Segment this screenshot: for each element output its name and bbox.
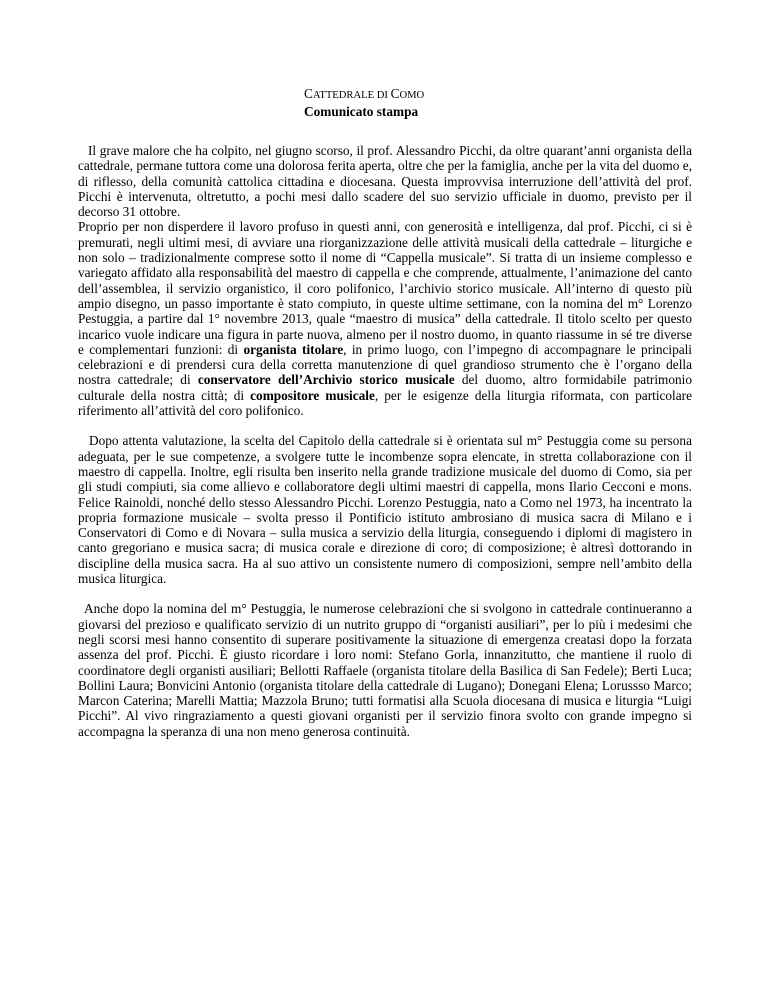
paragraph-4: Anche dopo la nomina del m° Pestuggia, le numerose celebrazioni che si svolgono in cattedrale continueranno a giovarsi del prezioso e qualificato servizio di un nutrito gruppo di “organisti ausiliari”, per lo più i medesimi che negli scorsi mesi hanno consentito di superare positivamente la situazione di emergenza creatasi dopo la forzata assenza del prof. Picchi. È giusto ricordare i loro nomi: Stefano Gorla, innanzitutto, che mantiene il ruolo di coordinatore degli organisti ausiliari; Bellotti Raffaele (organista titolare della Basilica di San Fedele); Berti Luca; Bollini Laura; Bonvicini Antonio (organista titolare della cattedrale di Lugano); Donegani Elena; Lorussso Marco; Marcon Caterina; Marelli Mattia; Mazzola Bruno; tutti formatisi alla Scuola diocesana di musica e liturgia “Luigi Picchi”. Al vivo ringraziamento a questi giovani organisti per il servizio finora svolto con grande impegno si accompagna la speranza di una non meno generosa continuità. bbox=[78, 601, 692, 739]
document-title: CATTEDRALE DI COMO bbox=[304, 86, 425, 101]
paragraph-3: Dopo attenta valutazione, la scelta del Capitolo della cattedrale si è orientata sul m° Pestuggia come su persona adeguata, per le sue competenze, a svolgere tutte le incombenze sopra elencate, in stretta collaborazione con il maestro di cappella. Inoltre, egli risulta ben inserito nella grande tradizione musicale del duomo di Como, sia per gli studi compiuti, sia come allievo e collaboratore degli ultimi maestri di cappella, mons Ilario Cecconi e mons. Felice Rainoldi, nonché dello stesso Alessandro Picchi. Lorenzo Pestuggia, nato a Como nel 1973, ha incentrato la propria formazione musicale – svolta presso il Pontificio istituto ambrosiano di musica sacra di Milano e i Conservatori di Como e di Novara – sulla musica a servizio della liturgia, conseguendo i diplomi di magistero in canto gregoriano e musica sacra; di musica corale e direzione di coro; di composizione; è altresì dottorando in discipline della musica sacra. Ha al suo attivo un consistente numero di composizioni, sempre nell’ambito della musica liturgica. bbox=[78, 433, 692, 587]
document-body bbox=[78, 143, 692, 739]
paragraph-1: Il grave malore che ha colpito, nel giugno scorso, il prof. Alessandro Picchi, da oltre quarant’anni organista della cattedrale, permane tuttora come una dolorosa ferita aperta, oltre che per la famiglia, anche per la vita del duomo e, di riflesso, della comunità cattolica cittadina e diocesana. Questa improvvisa interruzione dell’attività del prof. Picchi è intervenuta, oltretutto, a pochi mesi dallo scadere del suo servizio ufficiale in duomo, previsto per il decorso 31 ottobre. bbox=[78, 143, 692, 220]
bold-conservatore-archivio: conservatore dell’Archivio storico musicale bbox=[197, 372, 455, 388]
bold-organista-titolare: organista titolare bbox=[243, 341, 344, 357]
document-page bbox=[78, 86, 692, 739]
bold-compositore-musicale: compositore musicale bbox=[250, 387, 375, 403]
document-subtitle: Comunicato stampa bbox=[304, 104, 419, 119]
paragraph-2: Proprio per non disperdere il lavoro profuso in questi anni, con generosità e intelligenza, dal prof. Picchi, ci si è premurati, negli ultimi mesi, di avviare una riorganizzazione delle attività musicali della cattedrale – liturgiche e non solo – tradizionalmente comprese sotto il nome di “Cappella musicale”. Si tratta di un insieme complesso e variegato affidato alla responsabilità del maestro di cappella e che comprende, attualmente, l’animazione del canto dell’assemblea, il servizio organistico, il coro polifonico, l’archivio storico musicale. All’interno di questo più ampio disegno, un passo importante è stato compiuto, in queste ultime settimane, con la nomina del m° Lorenzo Pestuggia, a partire dal 1° novembre 2013, quale “maestro di musica” della cattedrale. Il titolo scelto per questo incarico vuole indicare una figura in parte nuova, almeno per il nostro duomo, in quanto riassume in sé tre diverse e complementari funzioni: di organista titolare, in primo luogo, con l’impegno di accompagnare le principali celebrazioni e di prendersi cura della corretta manutenzione di quel grandioso strumento che è l’organo della nostra cattedrale; di conservatore dell’Archivio storico musicale del duomo, altro formidabile patrimonio culturale della nostra città; di compositore musicale, per le esigenze della liturgia riformata, con particolare riferimento all’attività del coro polifonico. bbox=[78, 219, 693, 419]
document-header bbox=[78, 86, 692, 120]
